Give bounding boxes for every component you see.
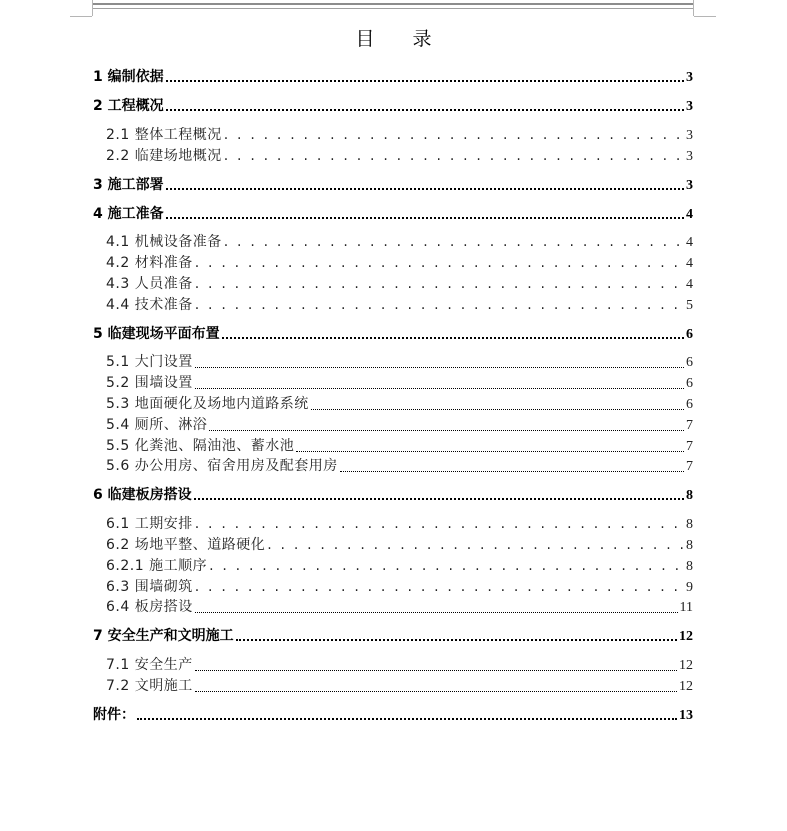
toc-dot-leader: [267, 538, 684, 552]
toc-entry-page-number: 8: [686, 559, 693, 574]
toc-dot-leader: [195, 277, 684, 291]
toc-entry-page-number: 7: [686, 418, 693, 433]
toc-entry-page-number: 3: [686, 128, 693, 143]
toc-dot-leader: [209, 430, 684, 431]
toc-entry-section[interactable]: [106, 654, 693, 674]
toc-entry-page-number: 13: [679, 708, 693, 723]
toc-entry-section[interactable]: [106, 435, 693, 455]
toc-entry-chapter[interactable]: [93, 704, 693, 724]
toc-entry-page-number: 4: [686, 256, 693, 271]
toc-entry-page-number: 7: [686, 459, 693, 474]
crop-mark-left: [70, 16, 92, 17]
toc-entry-page-number: 6: [686, 327, 693, 342]
toc-entry-page-number: 11: [679, 600, 693, 615]
toc-dot-leader: [311, 409, 684, 410]
toc-dot-leader: [224, 149, 684, 163]
toc-entry-label: 5.3 地面硬化及场地内道路系统: [106, 396, 309, 412]
toc-entry-chapter[interactable]: [93, 484, 693, 504]
toc-entry-label: 4 施工准备: [93, 206, 164, 222]
toc-entry-chapter[interactable]: [93, 174, 693, 194]
toc-dot-leader: [224, 235, 684, 249]
toc-dot-leader: [224, 128, 684, 142]
toc-dot-leader: [195, 298, 684, 312]
header-rule-bottom: [93, 8, 693, 9]
toc-entry-page-number: 6: [686, 376, 693, 391]
toc-entry-label: 7.2 文明施工: [106, 678, 193, 694]
toc-entry-label: 5 临建现场平面布置: [93, 326, 220, 342]
toc-entry-label: 4.4 技术准备: [106, 297, 193, 313]
toc-entry-page-number: 7: [686, 439, 693, 454]
toc-entry-page-number: 12: [679, 629, 693, 644]
toc-entry-page-number: 6: [686, 355, 693, 370]
toc-entry-page-number: 3: [686, 70, 693, 85]
toc-entry-label: 6.4 板房搭设: [106, 599, 193, 615]
toc-entry-section[interactable]: [106, 455, 693, 475]
toc-entry-section[interactable]: [106, 675, 693, 695]
toc-entry-section[interactable]: [106, 596, 693, 616]
toc-entry-page-number: 4: [686, 235, 693, 250]
toc-title: 目 录: [355, 28, 432, 50]
toc-dot-leader: [195, 612, 678, 613]
toc-entry-chapter[interactable]: [93, 203, 693, 223]
toc-entry-label: 2.2 临建场地概况: [106, 148, 222, 164]
toc-entry-label: 5.1 大门设置: [106, 354, 193, 370]
toc-dot-leader: [209, 559, 684, 573]
toc-dot-leader: [195, 670, 677, 671]
toc-entry-label: 6 临建板房搭设: [93, 487, 192, 503]
crop-mark-right: [694, 16, 716, 17]
toc-dot-leader: [166, 80, 684, 82]
toc-entry-section[interactable]: [106, 534, 693, 554]
toc-entry-section[interactable]: [106, 513, 693, 533]
toc-dot-leader: [195, 580, 684, 594]
toc-dot-leader: [195, 691, 677, 692]
toc-entry-section[interactable]: [106, 576, 693, 596]
toc-dot-leader: [296, 451, 684, 452]
toc-entry-page-number: 3: [686, 178, 693, 193]
toc-entry-section[interactable]: [106, 145, 693, 165]
toc-entry-label: 7 安全生产和文明施工: [93, 628, 234, 644]
toc-dot-leader: [195, 256, 684, 270]
toc-entry-label: 4.2 材料准备: [106, 255, 193, 271]
toc-entry-label: 6.2.1 施工顺序: [106, 558, 208, 574]
toc-entry-page-number: 3: [686, 149, 693, 164]
toc-entry-label: 6.3 围墙砌筑: [106, 579, 193, 595]
toc-entry-section[interactable]: [106, 351, 693, 371]
toc-entry-section[interactable]: [106, 252, 693, 272]
toc-entry-chapter[interactable]: [93, 323, 693, 343]
toc-entry-label: 2.1 整体工程概况: [106, 127, 222, 143]
toc-dot-leader: [340, 471, 684, 472]
toc-entry-label: 1 编制依据: [93, 69, 164, 85]
toc-dot-leader: [166, 217, 684, 219]
toc-entry-label: 4.3 人员准备: [106, 276, 193, 292]
crop-mark-right-v: [693, 0, 694, 16]
toc-entry-label: 3 施工部署: [93, 177, 164, 193]
toc-entry-chapter[interactable]: [93, 66, 693, 86]
toc-entry-label: 5.6 办公用房、宿舍用房及配套用房: [106, 458, 338, 474]
toc-entry-section[interactable]: [106, 372, 693, 392]
toc-dot-leader: [166, 188, 684, 190]
toc-dot-leader: [195, 367, 684, 368]
toc-entry-section[interactable]: [106, 124, 693, 144]
toc-dot-leader: [195, 517, 684, 531]
toc-entry-label: 5.5 化粪池、隔油池、蓄水池: [106, 438, 295, 454]
toc-entry-page-number: 5: [686, 298, 693, 313]
header-rule-top: [93, 3, 693, 5]
toc-entry-section[interactable]: [106, 555, 693, 575]
toc-entry-page-number: 6: [686, 397, 693, 412]
toc-entry-page-number: 12: [679, 658, 693, 673]
toc-entry-chapter[interactable]: [93, 95, 693, 115]
toc-entry-page-number: 8: [686, 538, 693, 553]
toc-dot-leader: [166, 109, 684, 111]
toc-entry-page-number: 8: [686, 488, 693, 503]
crop-mark-left-v: [92, 0, 93, 16]
toc-entry-page-number: 3: [686, 99, 693, 114]
toc-entry-page-number: 4: [686, 207, 693, 222]
toc-entry-page-number: 8: [686, 517, 693, 532]
toc-entry-label: 7.1 安全生产: [106, 657, 193, 673]
toc-entry-section[interactable]: [106, 294, 693, 314]
toc-entry-section[interactable]: [106, 273, 693, 293]
toc-dot-leader: [236, 639, 677, 641]
toc-entry-label: 4.1 机械设备准备: [106, 234, 222, 250]
toc-entry-chapter[interactable]: [93, 625, 693, 645]
toc-entry-label: 5.2 围墙设置: [106, 375, 193, 391]
toc-entry-label: 5.4 厕所、淋浴: [106, 417, 208, 433]
toc-dot-leader: [222, 337, 684, 339]
toc-entry-section[interactable]: [106, 414, 693, 434]
toc-entry-label: 附件：: [93, 707, 135, 723]
toc-entry-label: 6.2 场地平整、道路硬化: [106, 537, 266, 553]
toc-entry-section[interactable]: [106, 231, 693, 251]
toc-entry-page-number: 4: [686, 277, 693, 292]
toc-entry-label: 6.1 工期安排: [106, 516, 193, 532]
toc-dot-leader: [194, 498, 684, 500]
toc-entry-label: 2 工程概况: [93, 98, 164, 114]
toc-dot-leader: [195, 388, 684, 389]
toc-dot-leader: [137, 718, 677, 720]
toc-entry-page-number: 12: [679, 679, 693, 694]
toc-entry-page-number: 9: [686, 580, 693, 595]
toc-entry-section[interactable]: [106, 393, 693, 413]
